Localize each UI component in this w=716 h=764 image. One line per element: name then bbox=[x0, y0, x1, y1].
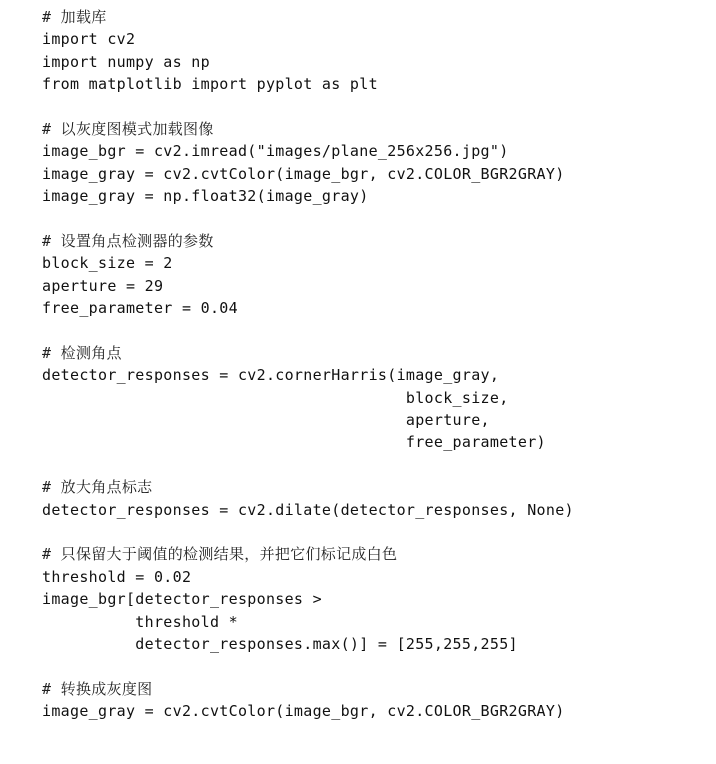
code-comment-line: # 检测角点 bbox=[42, 343, 122, 362]
code-line: image_gray = cv2.cvtColor(image_bgr, cv2.COLOR_BGR2GRAY) bbox=[42, 164, 565, 183]
code-line: import cv2 bbox=[42, 30, 136, 49]
code-line: detector_responses.max()] = [255,255,255] bbox=[42, 634, 518, 653]
code-line: import numpy as np bbox=[42, 52, 210, 71]
code-comment-line: # 转换成灰度图 bbox=[42, 679, 153, 698]
code-line: free_parameter = 0.04 bbox=[42, 299, 238, 318]
code-blank-line bbox=[42, 319, 574, 341]
code-line: from matplotlib import pyplot as plt bbox=[42, 75, 378, 94]
code-line: free_parameter) bbox=[42, 433, 546, 452]
code-comment-line: # 放大角点标志 bbox=[42, 478, 153, 497]
code-line: threshold * bbox=[42, 612, 238, 631]
code-line: detector_responses = cv2.dilate(detector_responses, None) bbox=[42, 500, 574, 519]
code-blank-line bbox=[42, 96, 574, 118]
code-line: aperture, bbox=[42, 411, 490, 430]
code-line: aperture = 29 bbox=[42, 276, 164, 295]
code-comment-line: # 以灰度图模式加载图像 bbox=[42, 119, 214, 138]
code-comment-line: # 设置角点检测器的参数 bbox=[42, 231, 214, 250]
code-line: detector_responses = cv2.cornerHarris(image_gray, bbox=[42, 366, 500, 385]
code-blank-line bbox=[42, 208, 574, 230]
code-line: block_size = 2 bbox=[42, 254, 173, 273]
code-line: image_bgr[detector_responses > bbox=[42, 590, 322, 609]
code-line: image_bgr = cv2.imread("images/plane_256x256.jpg") bbox=[42, 142, 509, 161]
code-blank-line bbox=[42, 655, 574, 677]
code-line: image_gray = np.float32(image_gray) bbox=[42, 187, 369, 206]
code-line: threshold = 0.02 bbox=[42, 567, 192, 586]
code-blank-line bbox=[42, 521, 574, 543]
code-comment-line: # 只保留大于阈值的检测结果，并把它们标记成白色 bbox=[42, 545, 398, 564]
code-line: block_size, bbox=[42, 388, 509, 407]
code-line: image_gray = cv2.cvtColor(image_bgr, cv2.COLOR_BGR2GRAY) bbox=[42, 702, 565, 721]
code-comment-line: # 加载库 bbox=[42, 8, 107, 26]
code-block bbox=[42, 6, 574, 723]
code-blank-line bbox=[42, 454, 574, 476]
